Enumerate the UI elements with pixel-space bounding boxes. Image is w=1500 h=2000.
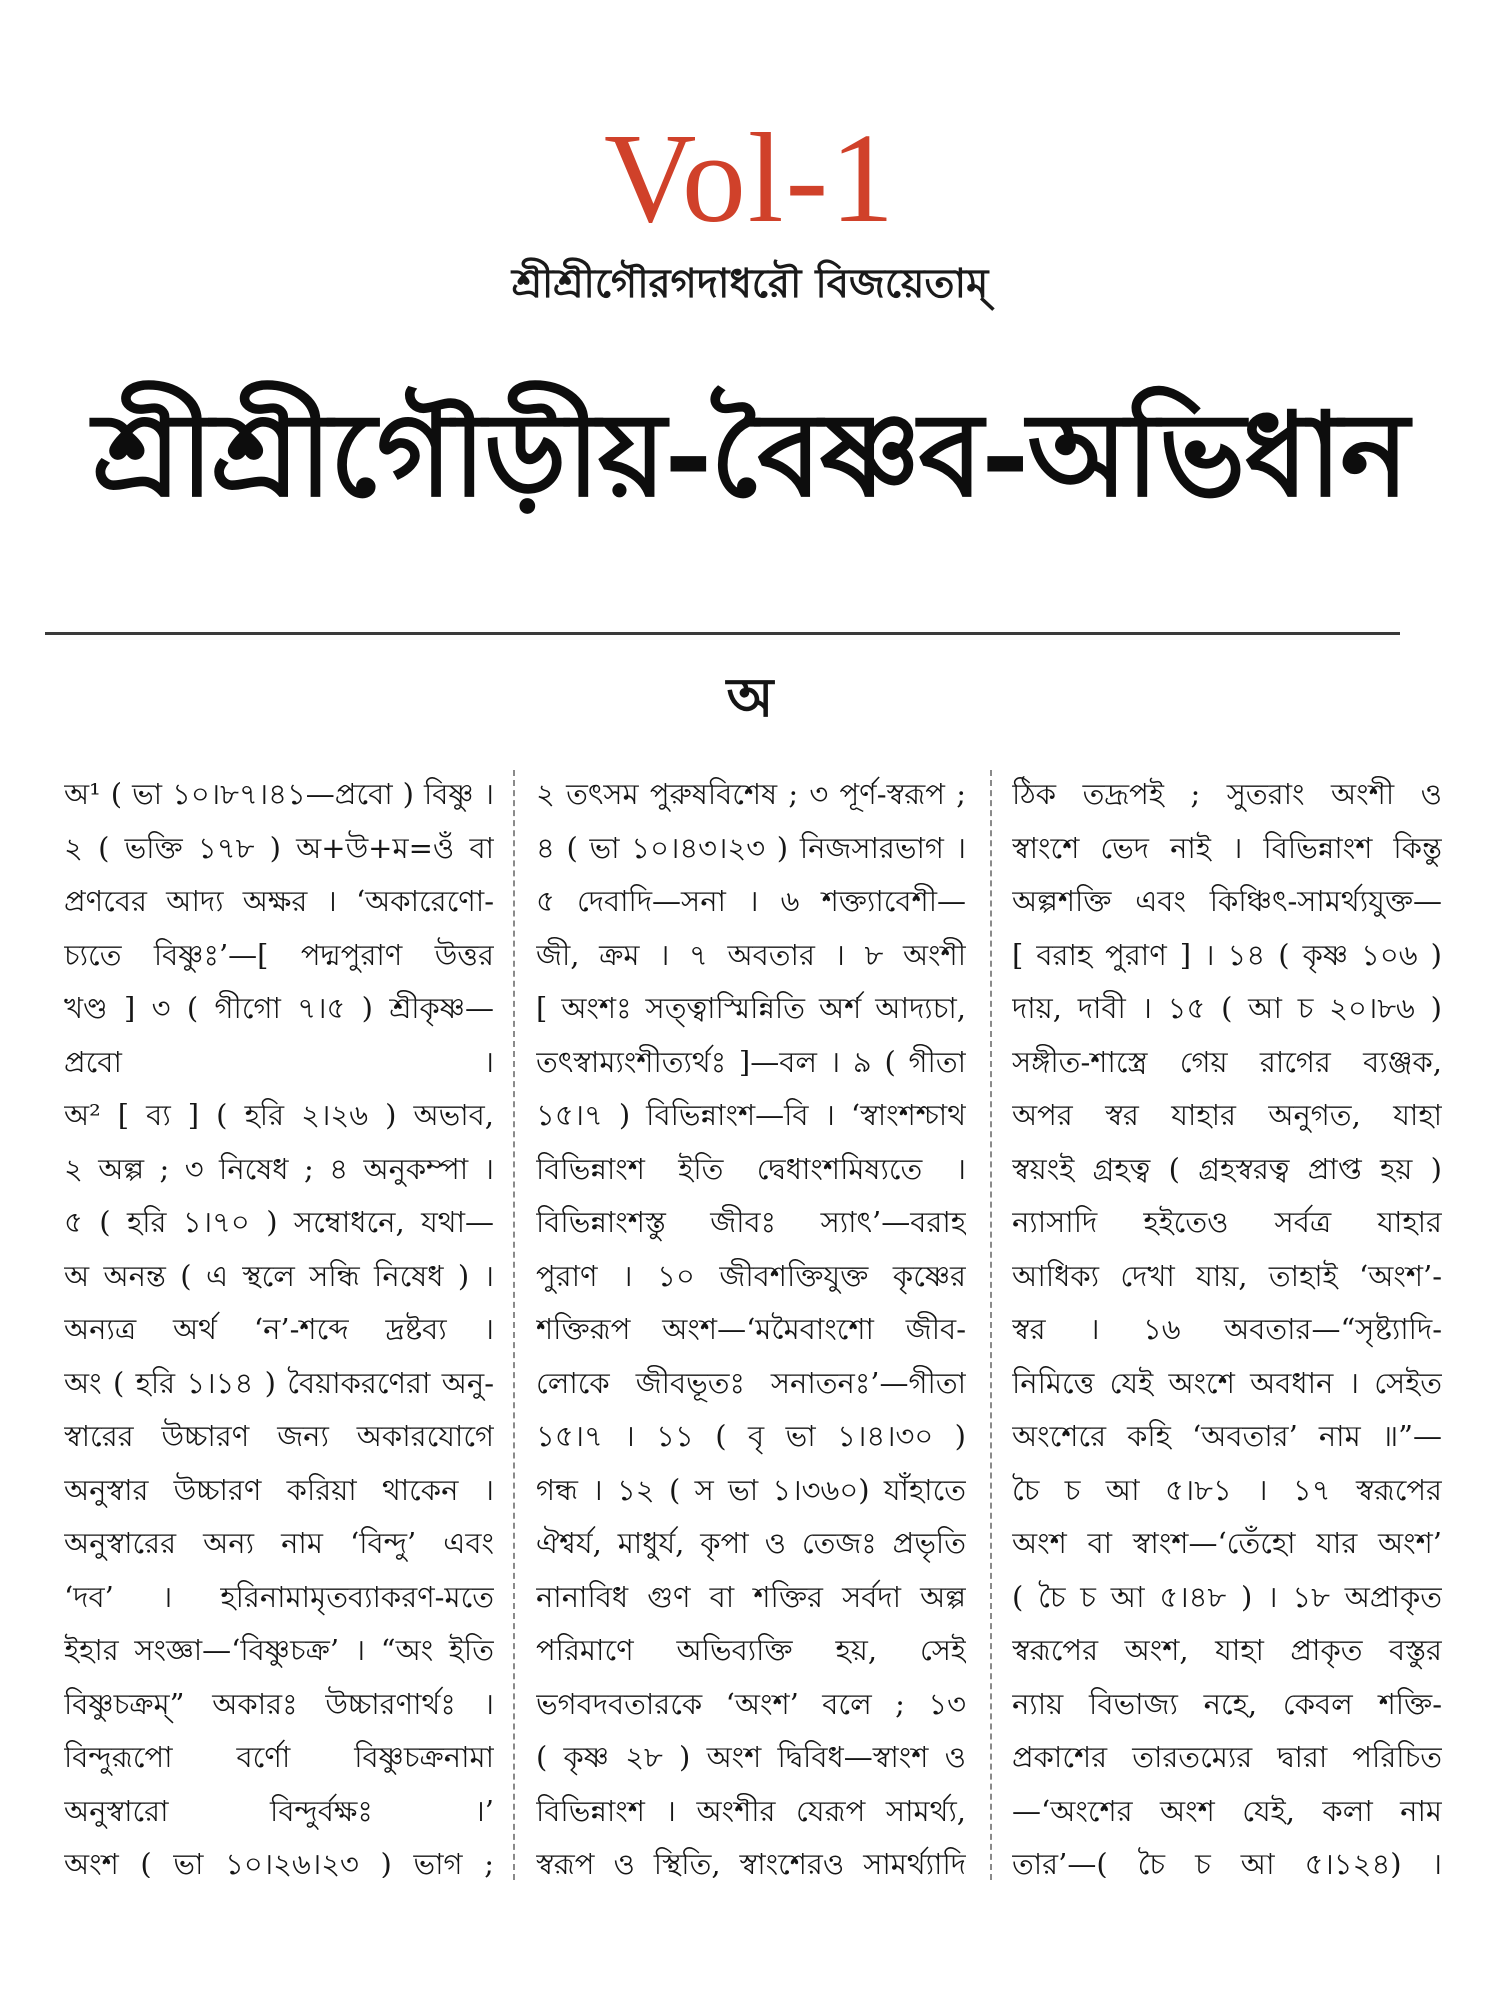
text-line: অংশ ( ভা ১০।২৬।২৩ ) ভাগ ; [64, 1847, 494, 1878]
text-line: স্বরূপের অংশ, যাহা প্রাকৃত বস্তুর [1012, 1633, 1442, 1667]
text-line: স্বরূপ ও স্থিতি, স্বাংশেরও সামর্থ্যাদি [536, 1847, 966, 1878]
text-line: অপর স্বর যাহার অনুগত, যাহা [1012, 1098, 1442, 1132]
text-line: স্বয়ংই গ্রহত্ব ( গ্রহস্বরত্ব প্রাপ্ত হয় ) [1012, 1151, 1442, 1186]
text-line: ১৫।৭ ) বিভিন্নাংশ—বি । ‘স্বাংশশ্চাথ [536, 1098, 966, 1132]
text-line: তার’—( চৈ চ আ ৫।১২৪) । [1012, 1847, 1442, 1878]
text-line: ইহার সংজ্ঞা—‘বিষ্ণুচক্র’ । “অং ইতি [64, 1633, 494, 1667]
text-line: —‘অংশের অংশ যেই, কলা নাম [1012, 1793, 1442, 1828]
text-line: প্রণবের আদ্য অক্ষর । ‘অকারেণো- [64, 884, 494, 918]
text-line: প্রবো । [64, 1044, 494, 1079]
text-line: স্বারের উচ্চারণ জন্য অকারযোগে [64, 1419, 494, 1453]
text-line: খণ্ড ] ৩ ( গীগো ৭।৫ ) শ্রীকৃষ্ণ— [64, 991, 494, 1025]
text-line: চৈ চ আ ৫।৮১ । ১৭ স্বরূপের [1012, 1472, 1442, 1507]
text-line: ৫ ( হরি ১।৭০ ) সম্বোধনে, যথা— [64, 1205, 494, 1239]
text-line: বিভিন্নাংশ ইতি দ্বেধাংশমিষ্যতে । [536, 1151, 966, 1186]
text-line: প্রকাশের তারতম্যের দ্বারা পরিচিত [1012, 1740, 1442, 1774]
volume-label: Vol-1 [603, 107, 897, 249]
text-line: বিন্দুরূপো বর্ণো বিষ্ণুচক্রনামা [64, 1740, 494, 1774]
text-line: ঐশ্বর্য, মাধুর্য, কৃপা ও তেজঃ প্রভৃতি [536, 1526, 966, 1560]
text-line: ২ ( ভক্তি ১৭৮ ) অ+উ+ম=ওঁ বা [64, 830, 494, 865]
text-line: নিমিত্তে যেই অংশে অবধান । সেইত [1012, 1365, 1442, 1400]
text-line: সঙ্গীত-শাস্ত্রে গেয় রাগের ব্যঞ্জক, [1012, 1044, 1442, 1079]
text-line: ন্যাসাদি হইতেও সর্বত্র যাহার [1012, 1205, 1442, 1239]
column-divider [513, 770, 515, 1880]
text-line: ( কৃষ্ণ ২৮ ) অংশ দ্বিবিধ—স্বাংশ ও [536, 1740, 966, 1774]
text-line: শক্তিরূপ অংশ—‘মমৈবাংশো জীব- [536, 1312, 966, 1346]
text-line: আধিক্য দেখা যায়, তাহাই ‘অংশ’- [1012, 1258, 1442, 1293]
text-line: নানাবিধ গুণ বা শক্তির সর্বদা অল্প [536, 1579, 966, 1614]
text-line: পুরাণ । ১০ জীবশক্তিযুক্ত কৃষ্ণের [536, 1258, 966, 1293]
text-line: ৫ দেবাদি—সনা । ৬ শক্ত্যাবেশী— [536, 884, 966, 918]
text-line: লোকে জীবভূতঃ সনাতনঃ’—গীতা [536, 1365, 966, 1400]
text-line: অনুস্বার উচ্চারণ করিয়া থাকেন । [64, 1472, 494, 1507]
text-line: ৪ ( ভা ১০।৪৩।২৩ ) নিজসারভাগ । [536, 830, 966, 865]
text-line: [ বরাহ পুরাণ ] । ১৪ ( কৃষ্ণ ১০৬ ) [1012, 937, 1442, 972]
text-line: ভগবদবতারকে ‘অংশ’ বলে ; ১৩ [536, 1686, 966, 1721]
text-line: অন্যত্র অর্থ ‘ন’-শব্দে দ্রষ্টব্য । [64, 1312, 494, 1346]
text-column-3 [1012, 768, 1442, 1878]
text-line: জী, ক্রম । ৭ অবতার । ৮ অংশী [536, 937, 966, 972]
section-letter: অ [726, 665, 774, 729]
text-line: বিষ্ণুচক্রম্” অকারঃ উচ্চারণার্থঃ । [64, 1686, 494, 1721]
text-line: ( চৈ চ আ ৫।৪৮ ) । ১৮ অপ্রাকৃত [1012, 1579, 1442, 1614]
text-column-2 [536, 768, 966, 1878]
text-line: [ অংশঃ সত্ত্বাস্মিন্নিতি অর্শ আদ্যচা, [536, 991, 966, 1025]
text-column-1 [64, 768, 494, 1878]
text-line: বিভিন্নাংশ । অংশীর যেরূপ সামর্থ্য, [536, 1793, 966, 1828]
text-line: ‘দব’ । হরিনামামৃতব্যাকরণ-মতে [64, 1579, 494, 1614]
text-line: ঠিক তদ্রূপই ; সুতরাং অংশী ও [1012, 777, 1442, 811]
text-line: চ্যতে বিষ্ণুঃ’—[ পদ্মপুরাণ উত্তর [64, 937, 494, 972]
text-line: তৎস্বাম্যংশীত্যর্থঃ ]—বল । ৯ ( গীতা [536, 1044, 966, 1079]
text-line: অ অনন্ত ( এ স্থলে সন্ধি নিষেধ ) । [64, 1258, 494, 1293]
dictionary-title: শ্রীশ্রীগৌড়ীয়-বৈষ্ণব-অভিধান [92, 387, 1408, 523]
header-divider [45, 632, 1400, 635]
text-line: অংশ বা স্বাংশ—‘তেঁহো যার অংশ’ [1012, 1526, 1442, 1560]
column-divider [990, 770, 992, 1880]
text-line: অংশেরে কহি ‘অবতার’ নাম ॥”— [1012, 1419, 1442, 1453]
text-line: অনুস্বারো বিন্দুর্বক্ষঃ ।’ [64, 1793, 494, 1828]
text-line: ২ অল্প ; ৩ নিষেধ ; ৪ অনুকম্পা । [64, 1151, 494, 1186]
text-line: ন্যায় বিভাজ্য নহে, কেবল শক্তি- [1012, 1686, 1442, 1721]
invocation-line: শ্রীশ্রীগৌরগদাধরৌ বিজয়েতাম্ [511, 260, 989, 307]
text-line: ১৫।৭ । ১১ ( বৃ ভা ১।৪।৩০ ) [536, 1419, 966, 1453]
text-line: দায়, দাবী । ১৫ ( আ চ ২০।৮৬ ) [1012, 991, 1442, 1025]
text-line: পরিমাণে অভিব্যক্তি হয়, সেই [536, 1633, 966, 1667]
text-line: অ² [ ব্য ] ( হরি ২।২৬ ) অভাব, [64, 1098, 494, 1132]
text-line: গন্ধ । ১২ ( স ভা ১।৩৬০) যাঁহাতে [536, 1472, 966, 1507]
text-line: অ¹ ( ভা ১০।৮৭।৪১—প্রবো ) বিষ্ণু । [64, 777, 494, 811]
text-line: ২ তৎসম পুরুষবিশেষ ; ৩ পূর্ণ-স্বরূপ ; [536, 777, 966, 811]
text-line: অং ( হরি ১।১৪ ) বৈয়াকরণেরা অনু- [64, 1365, 494, 1400]
text-line: অনুস্বারের অন্য নাম ‘বিন্দু’ এবং [64, 1526, 494, 1560]
text-line: বিভিন্নাংশস্তু জীবঃ স্যাৎ’—বরাহ [536, 1205, 966, 1239]
text-line: অল্পশক্তি এবং কিঞ্চিৎ-সামর্থ্যযুক্ত— [1012, 884, 1442, 918]
text-line: স্বাংশে ভেদ নাই । বিভিন্নাংশ কিন্তু [1012, 830, 1442, 865]
text-line: স্বর । ১৬ অবতার—“সৃষ্ট্যাদি- [1012, 1312, 1442, 1346]
